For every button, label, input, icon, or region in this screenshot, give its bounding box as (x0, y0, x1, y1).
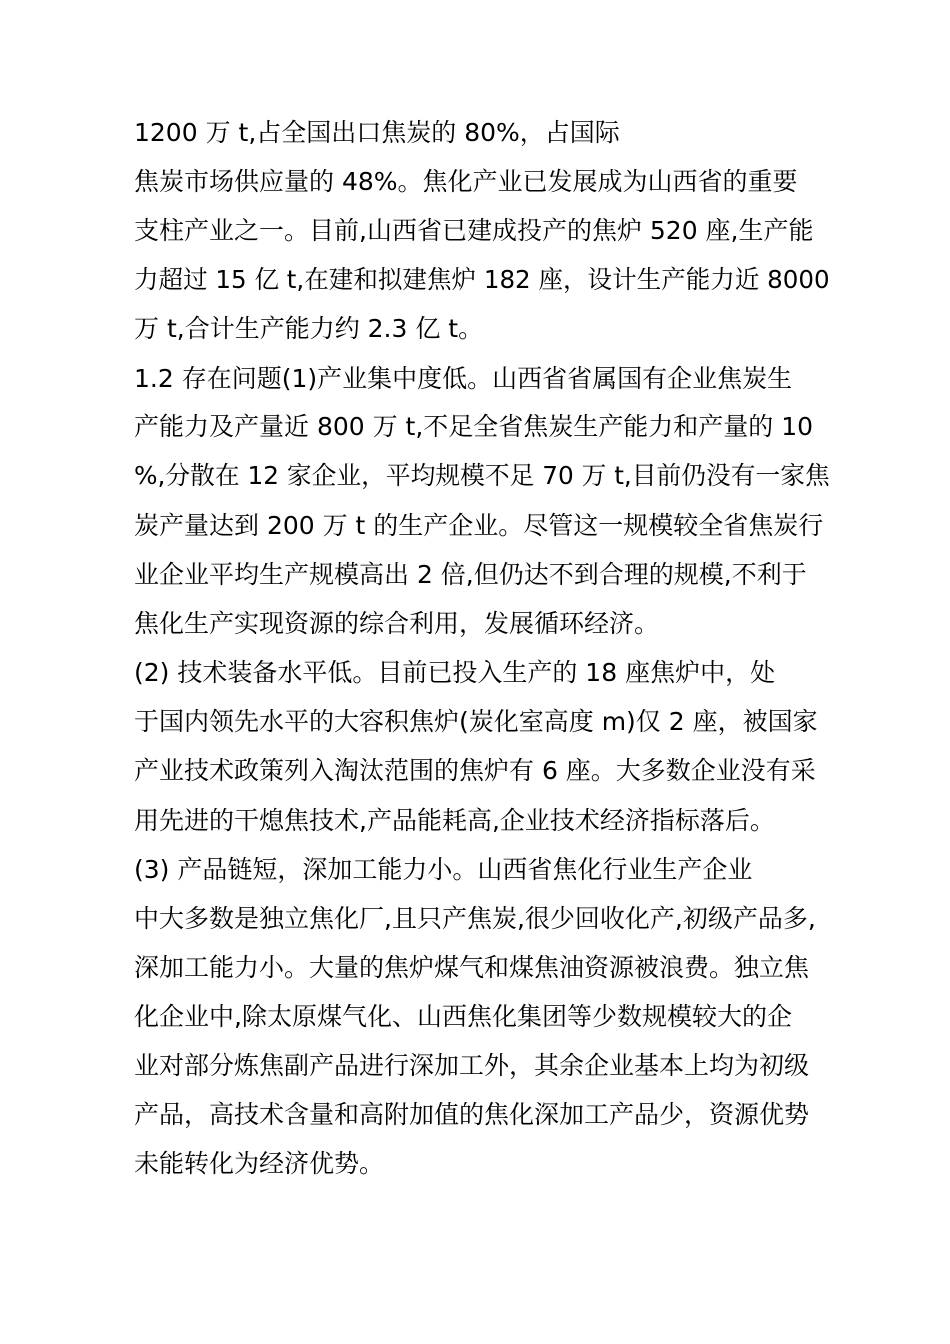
text-line: 用先进的干熄焦技术,产品能耗高,企业技术经济指标落后。 (134, 806, 775, 835)
text-line: %,分散在 12 家企业，平均规模不足 70 万 t,目前仍没有一家焦 (134, 461, 830, 490)
text-line: 中大多数是独立焦化厂,且只产焦炭,很少回收化产,初级产品多, (134, 904, 816, 933)
text-line: 产业技术政策列入淘汰范围的焦炉有 6 座。大多数企业没有采 (134, 756, 816, 785)
text-line: 深加工能力小。大量的焦炉煤气和煤焦油资源被浪费。独立焦 (134, 953, 810, 982)
text-line: 于国内领先水平的大容积焦炉(炭化室高度 m)仅 2 座，被国家 (134, 707, 818, 736)
text-line: 业对部分炼焦副产品进行深加工外，其余企业基本上均为初级 (134, 1051, 810, 1080)
text-line: (2) 技术装备水平低。目前已投入生产的 18 座焦炉中，处 (134, 658, 776, 687)
text-line: 支柱产业之一。目前,山西省已建成投产的焦炉 520 座,生产能 (134, 216, 814, 245)
text-line: 产能力及产量近 800 万 t,不足全省焦炭生产能力和产量的 10 (134, 412, 814, 441)
text-line: (3) 产品链短，深加工能力小。山西省焦化行业生产企业 (134, 855, 753, 884)
text-line: 万 t,合计生产能力约 2.3 亿 t。 (134, 314, 484, 343)
text-line: 业企业平均生产规模高出 2 倍,但仍达不到合理的规模,不利于 (134, 560, 807, 589)
text-line: 1.2 存在问题(1)产业集中度低。山西省省属国有企业焦炭生 (134, 364, 793, 393)
text-line: 焦化生产实现资源的综合利用，发展循环经济。 (134, 609, 660, 638)
text-line: 未能转化为经济优势。 (134, 1149, 385, 1178)
text-line: 1200 万 t,占全国出口焦炭的 80%，占国际 (134, 118, 620, 147)
text-line: 产品，高技术含量和高附加值的焦化深加工产品少，资源优势 (134, 1100, 810, 1129)
text-line: 化企业中,除太原煤气化、山西焦化集团等少数规模较大的企 (134, 1002, 792, 1031)
text-line: 焦炭市场供应量的 48%。焦化产业已发展成为山西省的重要 (134, 167, 798, 196)
text-line: 炭产量达到 200 万 t 的生产企业。尽管这一规模较全省焦炭行 (134, 511, 824, 540)
text-line: 力超过 15 亿 t,在建和拟建焦炉 182 座，设计生产能力近 8000 (134, 265, 830, 294)
